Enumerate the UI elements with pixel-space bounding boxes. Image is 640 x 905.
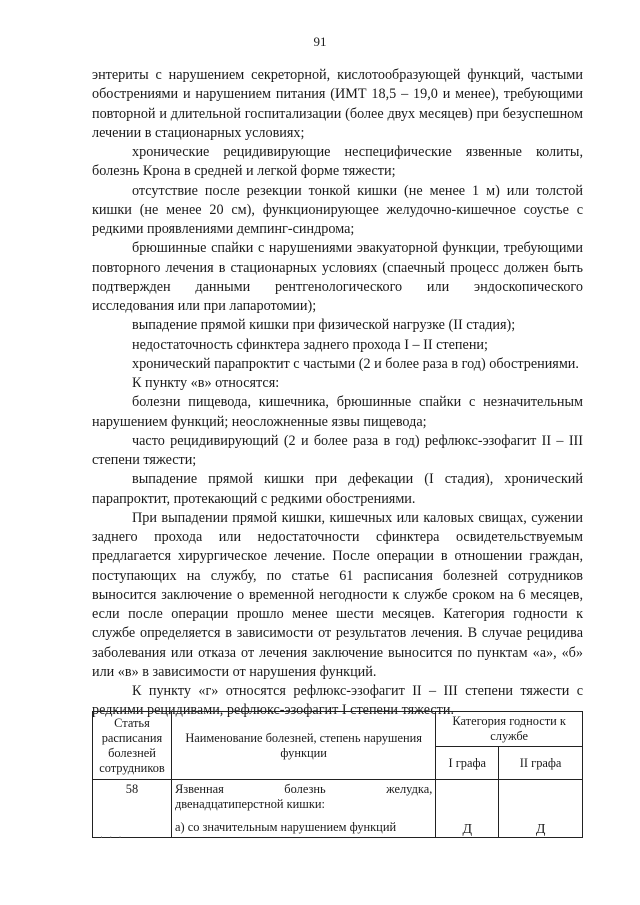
paragraph: энтериты с нарушением секреторной, кислотообразующей функций, частыми обострениями и нарушением питания (ИМТ 18,5 – 19,0 и менее), требующими повторной и длительной госпитализации (более двух месяцев) при безуспешном лечении в стационарных условиях; [92, 67, 583, 141]
header-col1: I графа [436, 747, 499, 780]
table-row [93, 780, 583, 838]
paragraph: хронические рецидивирующие неспецифические язвенные колиты, болезнь Крона в средней и легкой форме тяжести; [92, 144, 583, 180]
header-col2: II графа [499, 747, 583, 780]
paragraph: К пункту «в» относятся: [132, 375, 280, 391]
paragraph: выпадение прямой кишки при физической нагрузке (II стадия); [132, 317, 516, 334]
disease-table [92, 711, 583, 838]
header-category: Категория годности к службе [436, 712, 583, 747]
scan-artifact: · · · [100, 832, 124, 842]
table-header-row [93, 712, 583, 747]
paragraph: недостаточность сфинктера заднего прохода I – II степени; [132, 336, 488, 353]
disease-line: а) со значительным нарушением функций [174, 820, 397, 834]
disease-line: двенадцатиперстной кишки: [174, 797, 325, 811]
paragraph: отсутствие после резекции тонкой кишки (не менее 1 м) или толстой кишки (не менее 20 см), функционирующее желудочно-кишечное соустье с редкими проявлениями демпинг-синдрома; [92, 182, 583, 237]
document-body [92, 66, 583, 721]
disease-cell [171, 780, 435, 838]
paragraph: При выпадении прямой кишки, кишечных или каловых свищах, сужении заднего прохода или недостаточности сфинктера освидетельствуемым предлагается хирургическое лечение. После операции в отношении граждан, поступающих на службу, по статье 61 расписания болезней сотрудников выносится заключение о временной негодности к службе сроком на 6 месяцев, если после операции прошло менее шести месяцев. Категория годности к службе определяется в зависимости от результатов лечения. В случае рецидива заболевания или отказа от лечения заключение выносится по пунктам «а», «б» или «в» в зависимости от нарушения функций. [92, 509, 583, 680]
paragraph: К пункту «г» относятся рефлюкс-эзофагит II – III степени тяжести с редкими рецидивами, рефлюкс-эзофагит I степени тяжести. [92, 683, 583, 719]
category-col2: Д [499, 780, 583, 838]
article-number: 58 [93, 780, 172, 838]
paragraph: часто рецидивирующий (2 и более раза в год) рефлюкс-эзофагит II – III степени тяжести; [92, 432, 583, 468]
category-col1: Д [436, 780, 499, 838]
header-disease: Наименование болезней, степень нарушения функции [171, 712, 435, 780]
paragraph: брюшинные спайки с нарушениями эвакуаторной функции, требующими повторного лечения в стационарных условиях (спаечный процесс должен быть подтвержден данными рентгенологического или эндоскопического исследования или при лапаротомии); [92, 240, 583, 314]
disease-line: Язвенная болезнь желудка, [174, 782, 433, 796]
paragraph: хронический парапроктит с частыми (2 и более раза в год) обострениями. [132, 355, 579, 372]
paragraph: выпадение прямой кишки при дефекации (I стадия), хронический парапроктит, протекающий с редкими обострениями. [92, 471, 583, 507]
header-article: Статья расписания болезней сотрудников [93, 712, 172, 780]
paragraph: болезни пищевода, кишечника, брюшинные спайки с незначительным нарушением функций; неосложненные язвы пищевода; [92, 394, 583, 430]
page-number: 91 [313, 34, 327, 49]
